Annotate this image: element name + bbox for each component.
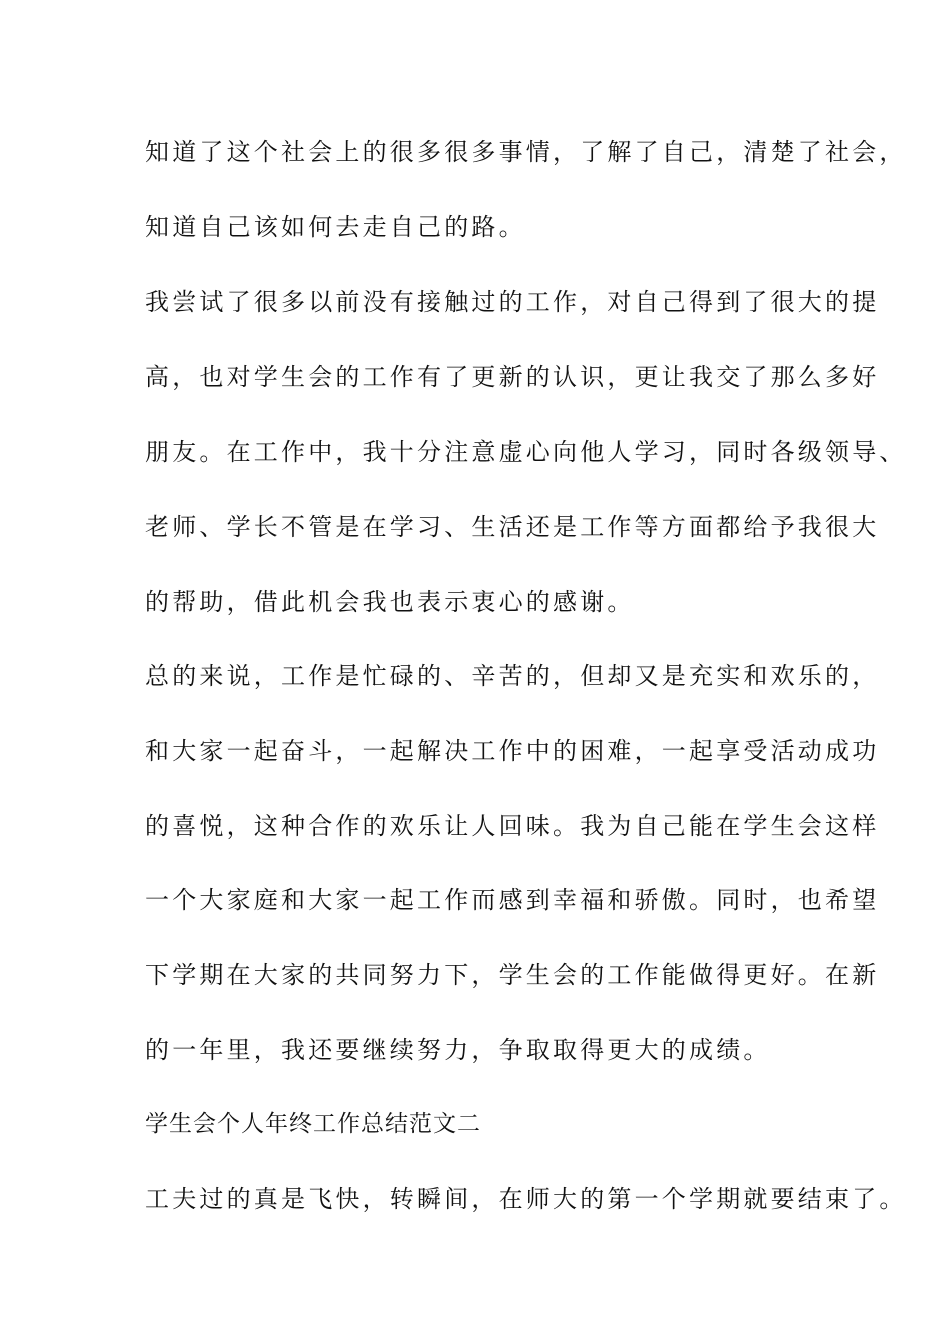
text-line: 的一年里，我还要继续努力，争取取得更大的成绩。 [145, 1036, 771, 1064]
text-line: 一个大家庭和大家一起工作而感到幸福和骄傲。同时，也希望 [145, 886, 880, 914]
text-line: 老师、学长不管是在学习、生活还是工作等方面都给予我很大 [145, 513, 880, 541]
section-heading: 学生会个人年终工作总结范文二 [145, 1111, 481, 1137]
text-line: 工夫过的真是飞快，转瞬间，在师大的第一个学期就要结束了。 [145, 1185, 907, 1213]
text-line: 和大家一起奋斗，一起解决工作中的困难，一起享受活动成功 [145, 737, 880, 765]
text-line: 总的来说，工作是忙碌的、辛苦的，但却又是充实和欢乐的， [145, 662, 880, 690]
text-line: 高，也对学生会的工作有了更新的认识，更让我交了那么多好 [145, 363, 880, 391]
text-line: 的喜悦，这种合作的欢乐让人回味。我为自己能在学生会这样 [145, 812, 880, 840]
text-line: 的帮助，借此机会我也表示衷心的感谢。 [145, 588, 635, 616]
text-line: 知道自己该如何去走自己的路。 [145, 213, 526, 241]
text-line: 下学期在大家的共同努力下，学生会的工作能做得更好。在新 [145, 961, 880, 989]
text-line: 朋友。在工作中，我十分注意虚心向他人学习，同时各级领导、 [145, 438, 907, 466]
text-line: 我尝试了很多以前没有接触过的工作，对自己得到了很大的提 [145, 288, 880, 316]
text-line: 知道了这个社会上的很多很多事情，了解了自己，清楚了社会， [145, 138, 907, 166]
